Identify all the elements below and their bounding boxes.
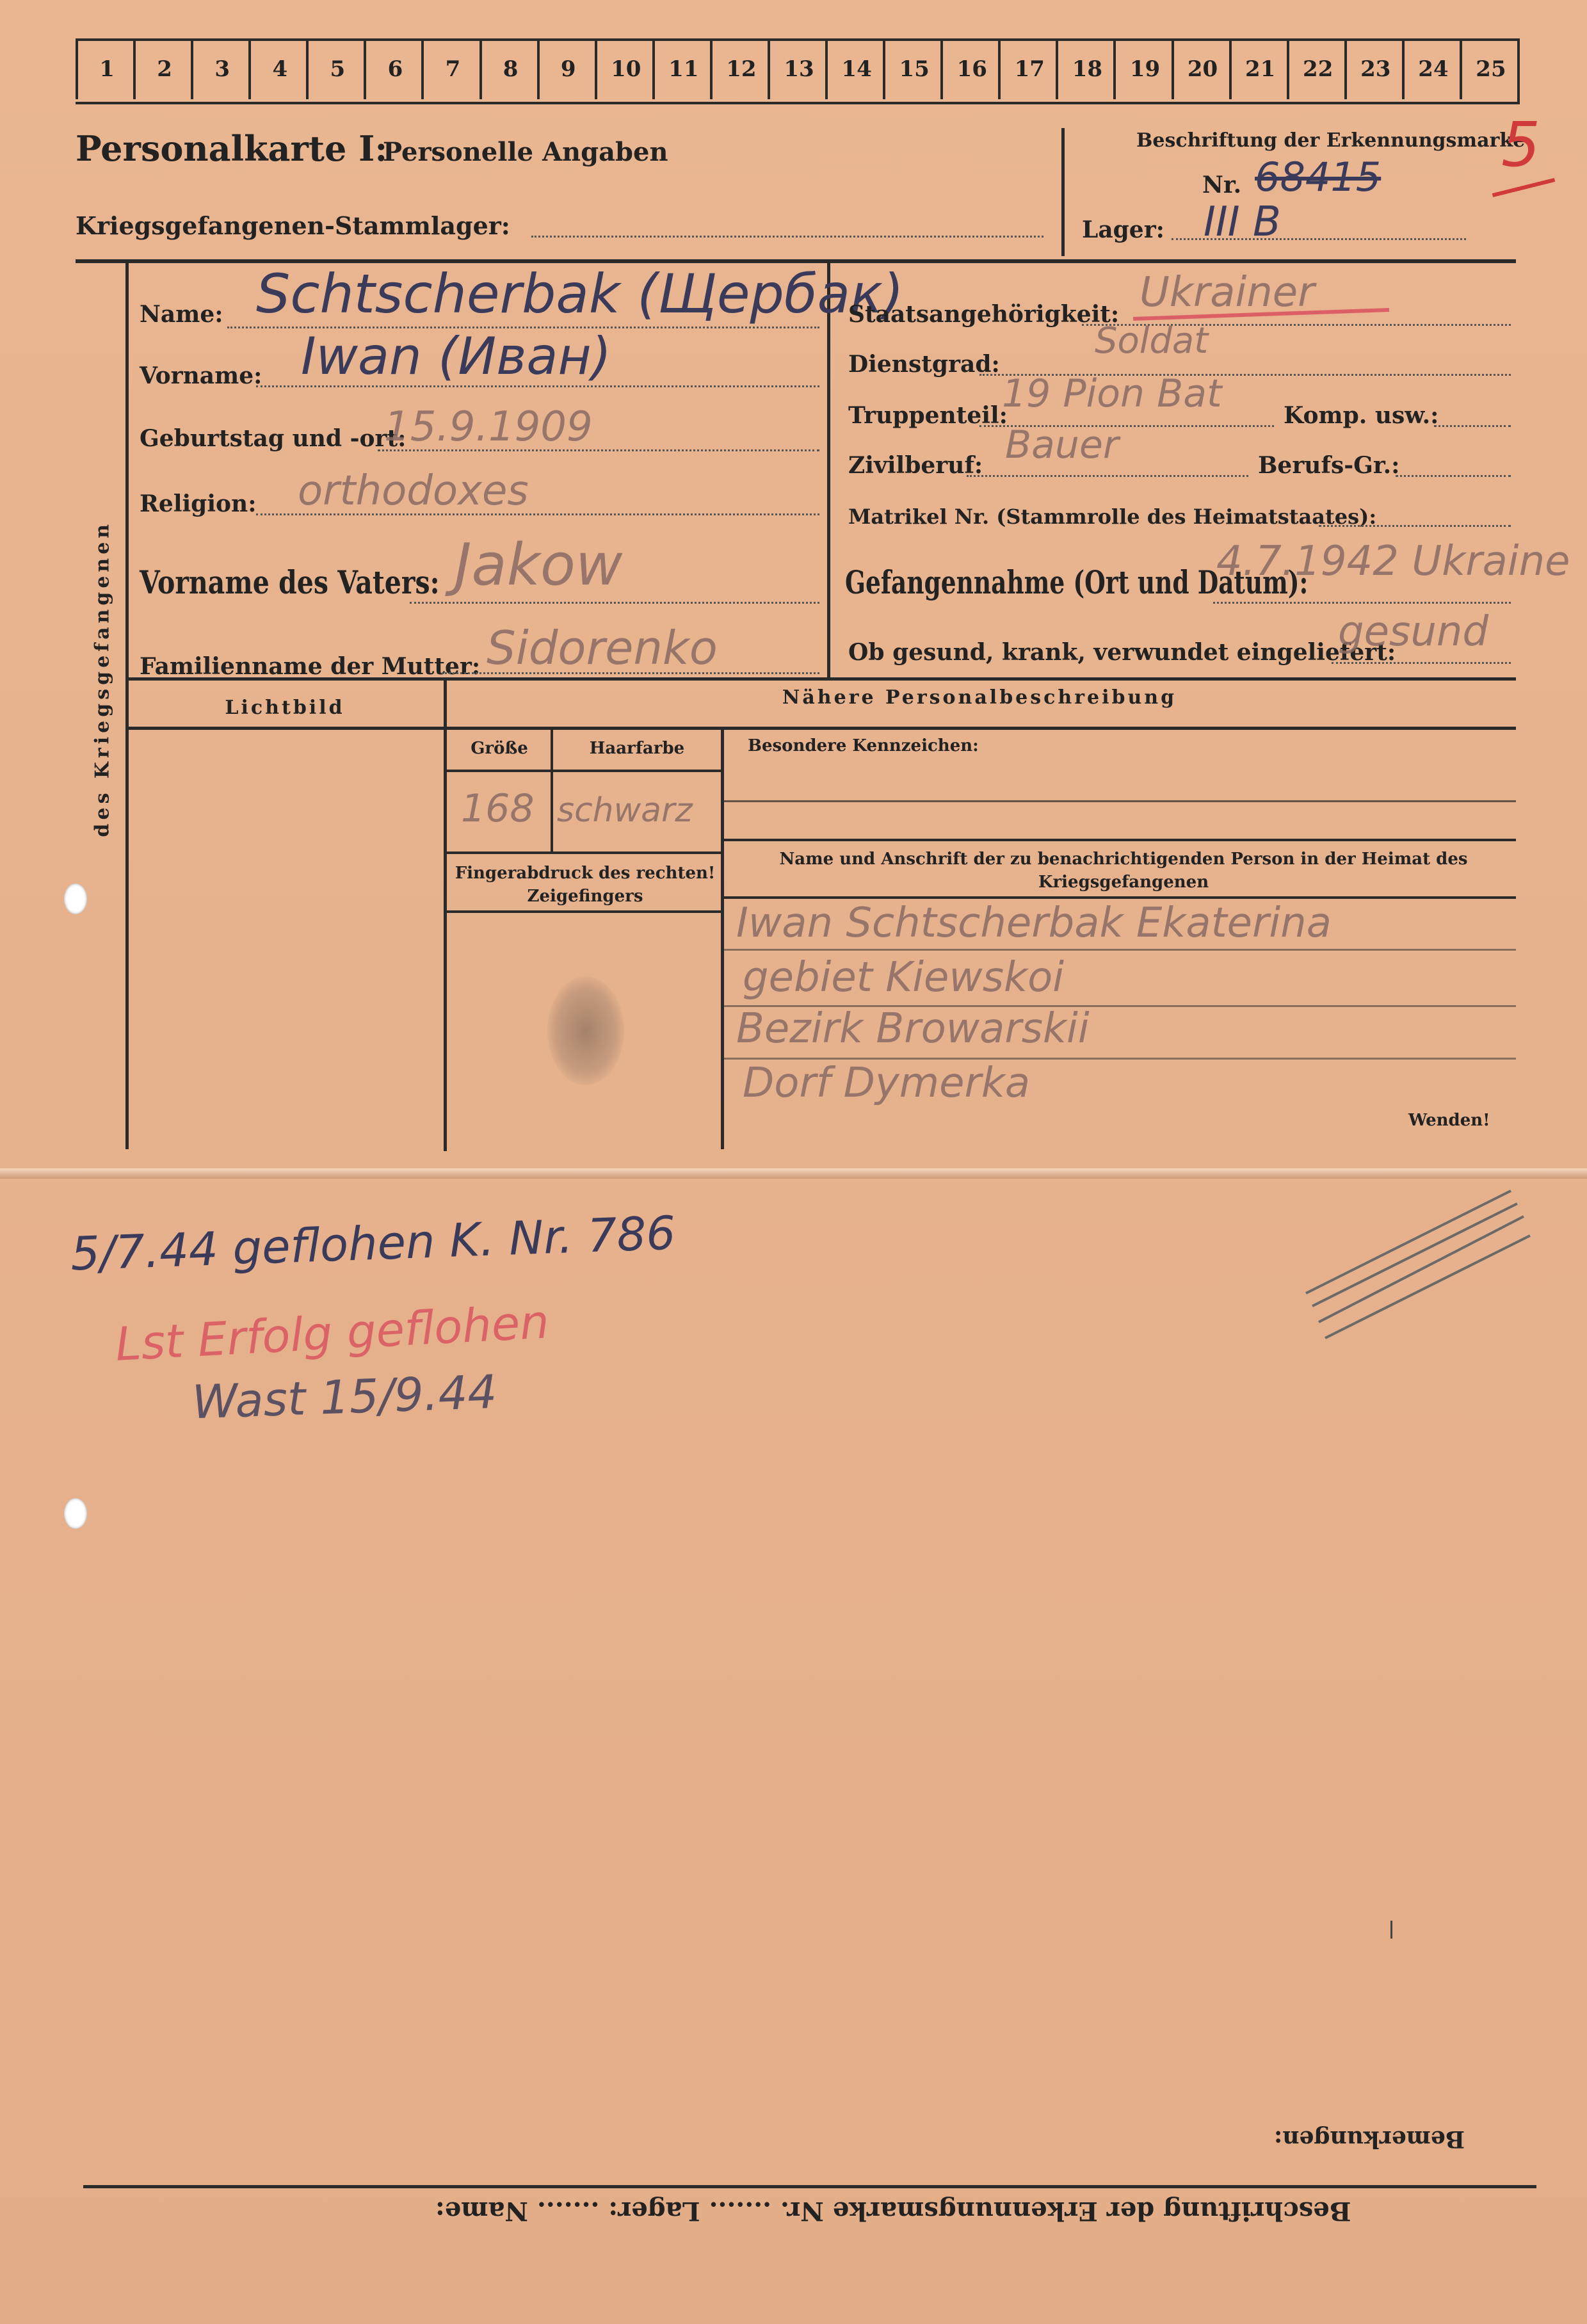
- lager-value: III B: [1204, 198, 1281, 246]
- zivilberuf-value: Bauer: [1005, 423, 1119, 467]
- vorname-label: Vorname:: [140, 362, 262, 389]
- number-cell: 1: [76, 38, 136, 99]
- anschrift-rule-1: [724, 949, 1516, 951]
- lichtbild-label: Lichtbild: [225, 697, 345, 719]
- card-subtitle: Personelle Angaben: [383, 137, 668, 167]
- number-cell: 24: [1402, 38, 1462, 99]
- number-cell: 19: [1113, 38, 1173, 99]
- middle-divider: [827, 263, 830, 679]
- wenden-label: Wenden!: [1408, 1111, 1490, 1130]
- number-cell: 8: [479, 38, 540, 99]
- nr-label: Nr.: [1202, 172, 1242, 198]
- number-cell: 23: [1344, 38, 1405, 99]
- stammlager-line: [531, 236, 1043, 238]
- number-cell: 2: [133, 38, 193, 99]
- gesund-label: Ob gesund, krank, verwundet eingeliefert:: [848, 639, 1396, 666]
- number-cell: 13: [768, 38, 828, 99]
- dienstgrad-label: Dienstgrad:: [848, 351, 1000, 378]
- number-cell: 5: [306, 38, 366, 99]
- anschrift-line-2: gebiet Kiewskoi: [743, 954, 1065, 1001]
- measures-divider: [721, 730, 724, 1149]
- header-divider: [1061, 128, 1065, 256]
- fingerabdruck-label: Fingerabdruck des rechten! Zeigefingers: [455, 864, 716, 906]
- matrikel-label: Matrikel Nr. (Stammrolle des Heimatstaates):: [848, 504, 1377, 529]
- gefangen-label: Gefangennahme (Ort und Datum):: [845, 563, 1309, 601]
- tick-mark: [1390, 1921, 1392, 1939]
- truppenteil-value: 19 Pion Bat: [1002, 371, 1222, 416]
- number-cell: 9: [537, 38, 597, 99]
- number-cell: 25: [1460, 38, 1520, 99]
- measures-bottom-line: [447, 851, 722, 854]
- nr-correction: 5: [1501, 109, 1541, 181]
- punch-hole-top: [64, 884, 87, 914]
- groesse-value: 168: [461, 786, 535, 831]
- staat-label: Staatsangehörigkeit:: [848, 301, 1120, 328]
- kennzeichen-line-1: [724, 800, 1516, 802]
- note-line-3: Wast 15/9.44: [191, 1364, 498, 1430]
- haarfarbe-value: schwarz: [557, 791, 693, 830]
- bemerkungen-label: Bemerkungen:: [1274, 2126, 1465, 2152]
- mutter-label: Familienname der Mutter:: [140, 653, 481, 680]
- anschrift-line-3: Bezirk Browarskii: [736, 1005, 1090, 1053]
- photo-divider: [444, 681, 447, 1151]
- number-cell: 10: [595, 38, 655, 99]
- name-label: Name:: [140, 301, 223, 328]
- berufs-line: [1396, 475, 1511, 477]
- nr-value: 68415: [1255, 154, 1382, 200]
- punch-hole-bottom: [64, 1498, 87, 1529]
- number-cell: 16: [940, 38, 1001, 99]
- truppenteil-label: Truppenteil:: [848, 402, 1008, 429]
- vorname-value: Iwan (Иван): [301, 327, 611, 386]
- erkennungsmarke-label: Beschriftung der Erkennungsmarke: [1136, 129, 1526, 152]
- number-cell: 6: [364, 38, 424, 99]
- dienstgrad-value: Soldat: [1095, 320, 1209, 362]
- note-line-2: Lst Erfolg geflohen: [114, 1295, 551, 1371]
- number-cell: 4: [248, 38, 309, 99]
- gesund-value: gesund: [1338, 608, 1489, 656]
- card-title: Personalkarte I:: [76, 128, 388, 169]
- lager-label: Lager:: [1082, 216, 1164, 243]
- gefangen-line: [1213, 602, 1511, 604]
- number-cell: 22: [1287, 38, 1347, 99]
- diagonal-strokes: [1293, 1178, 1536, 1344]
- vertical-label: des Kriegsgefangenen: [91, 520, 114, 837]
- name-value: Schtscherbak (Щербак): [256, 262, 904, 325]
- haarfarbe-label: Haarfarbe: [589, 739, 685, 758]
- number-cell: 3: [191, 38, 251, 99]
- religion-value: orthodoxes: [298, 467, 529, 515]
- komp-line: [1434, 425, 1511, 427]
- fold-line: [0, 1168, 1587, 1179]
- anschrift-line-4: Dorf Dymerka: [743, 1060, 1031, 1107]
- religion-label: Religion:: [140, 490, 257, 517]
- geburtstag-value: 15.9.1909: [384, 403, 593, 451]
- number-cell: 15: [883, 38, 943, 99]
- zivilberuf-line: [967, 475, 1248, 477]
- stammlager-label: Kriegsgefangenen-Stammlager:: [76, 211, 510, 240]
- anschrift-header-line: [724, 896, 1516, 899]
- komp-label: Komp. usw.:: [1284, 402, 1439, 429]
- groesse-label: Größe: [471, 739, 528, 758]
- berufs-label: Berufs-Gr.:: [1258, 452, 1400, 479]
- number-cell: 18: [1056, 38, 1116, 99]
- kennzeichen-label: Besondere Kennzeichen:: [748, 736, 979, 755]
- description-header-border: [125, 727, 1516, 730]
- zivilberuf-label: Zivilberuf:: [848, 452, 983, 479]
- vater-label: Vorname des Vaters:: [140, 563, 440, 601]
- gefangen-value: 4.7.1942 Ukraine: [1216, 538, 1570, 585]
- number-cell: 17: [998, 38, 1058, 99]
- anschrift-line-1: Iwan Schtscherbak Ekaterina: [736, 900, 1332, 947]
- fingerprint: [547, 976, 624, 1085]
- number-cell: 14: [825, 38, 885, 99]
- note-line-1: 5/7.44 geflohen K. Nr. 786: [69, 1206, 677, 1281]
- measures-header-line: [447, 770, 722, 772]
- vater-value: Jakow: [455, 531, 623, 599]
- number-cell: 11: [652, 38, 713, 99]
- finger-header-line: [447, 910, 722, 913]
- geburtstag-label: Geburtstag und -ort:: [140, 425, 407, 452]
- gesund-line: [1332, 662, 1511, 664]
- number-cell: 20: [1172, 38, 1232, 99]
- number-cell: 21: [1229, 38, 1289, 99]
- mutter-value: Sidorenko: [487, 621, 718, 675]
- kennzeichen-line-2: [724, 839, 1516, 841]
- footer-text: Beschriftung der Erkennungsmarke Nr. ....... Lager: ....... Name:: [435, 2196, 1351, 2226]
- vater-line: [410, 602, 819, 604]
- beschreibung-label: Nähere Personalbeschreibung: [782, 686, 1177, 709]
- number-cell: 12: [710, 38, 770, 99]
- staat-value: Ukrainer: [1140, 269, 1315, 316]
- footer-line: [83, 2185, 1536, 2188]
- anschrift-label: Name und Anschrift der zu benachrichtigenden Person in der Heimat des Kriegsgefangenen: [779, 850, 1468, 892]
- number-cell: 7: [421, 38, 481, 99]
- matrikel-line: [1319, 525, 1511, 527]
